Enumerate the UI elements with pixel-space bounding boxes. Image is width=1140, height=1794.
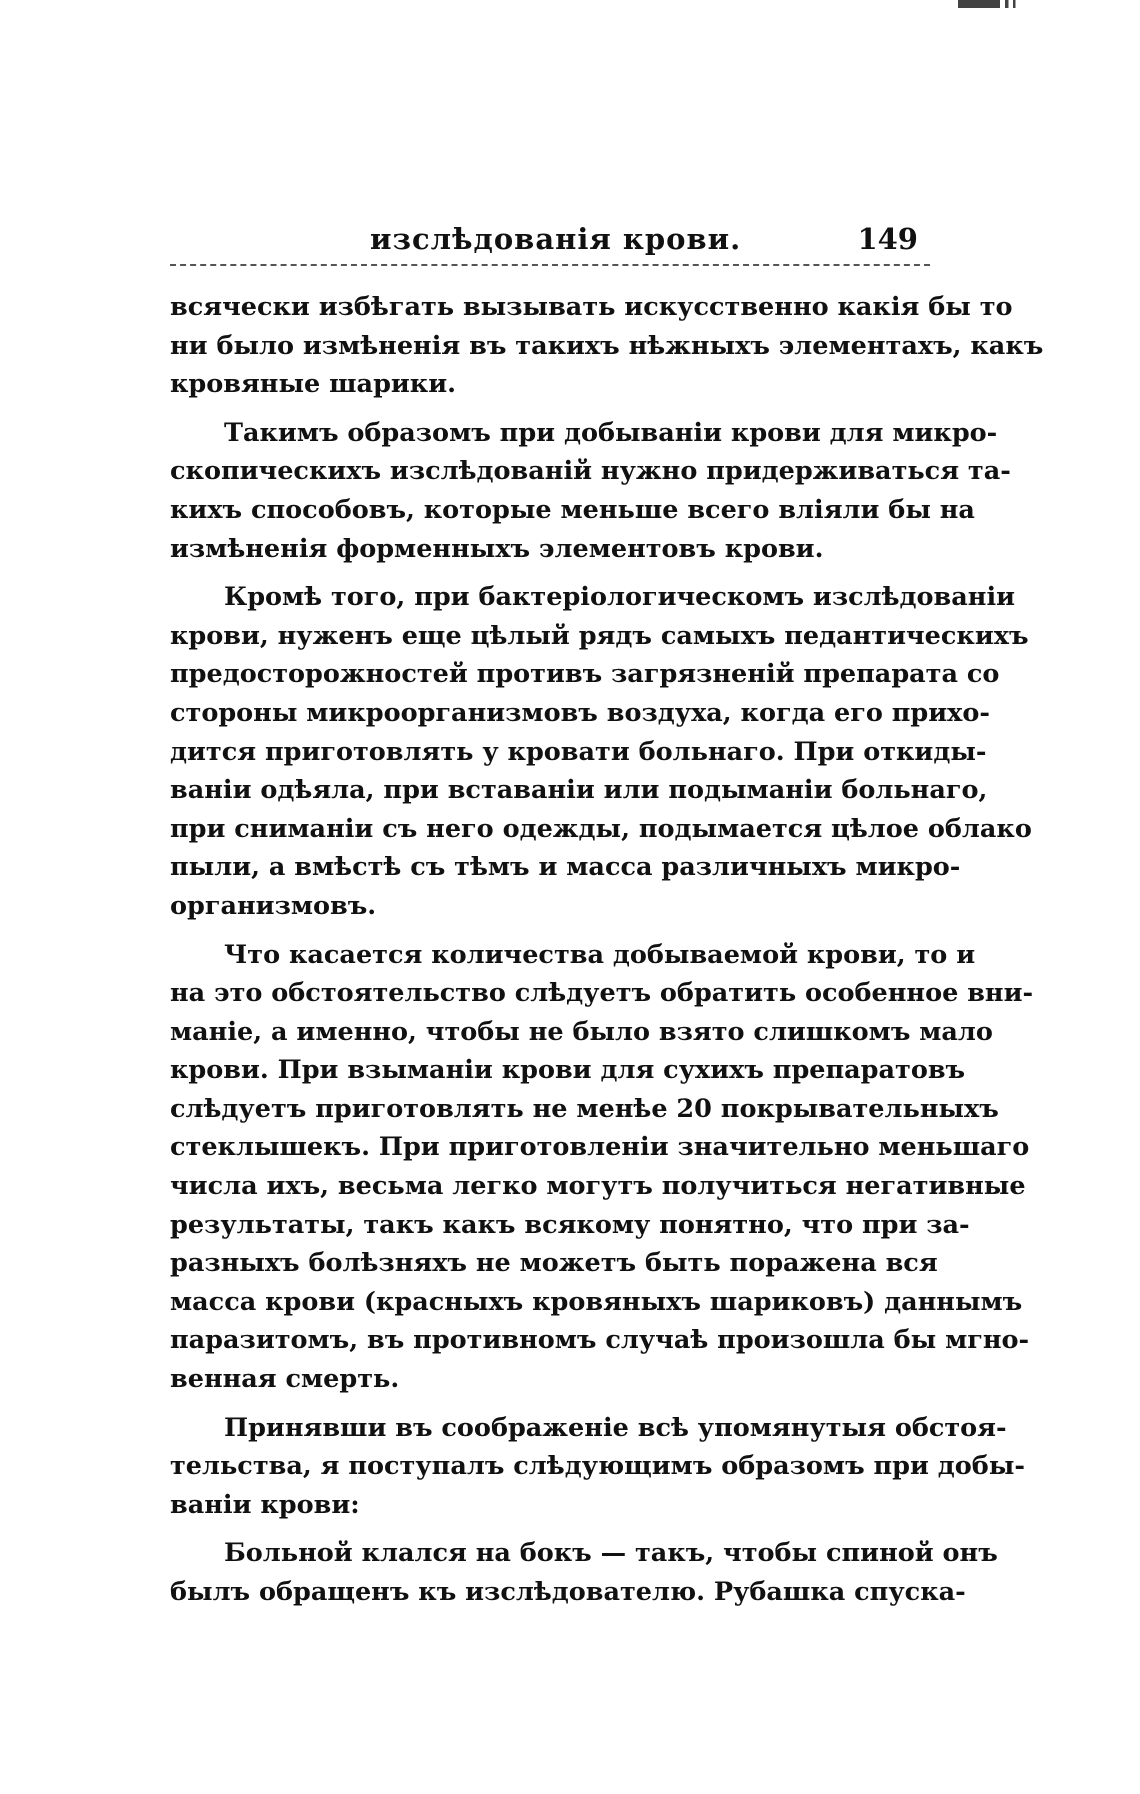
text-line: Кромѣ того, при бактеріологическомъ изслѣдованіи [224, 582, 1016, 613]
text-line: пыли, а вмѣстѣ съ тѣмъ и масса различныхъ микро- [170, 852, 961, 883]
text-line: разныхъ болѣзняхъ не можетъ быть поражена вся [170, 1248, 938, 1279]
paragraph [170, 288, 1044, 404]
text-line: былъ обращенъ къ изслѣдователю. Рубашка спуска- [170, 1577, 966, 1607]
text-line: результаты, такъ какъ всякому понятно, что при за- [170, 1209, 970, 1240]
text-line: на это обстоятельство слѣдуетъ обратить особенное вни- [170, 978, 1034, 1009]
text-line: всячески избѣгать вызывать искусственно какія бы то [170, 292, 1013, 322]
text-line: скопическихъ изслѣдованій нужно придерживаться та- [170, 456, 1011, 487]
paragraph [170, 414, 1011, 568]
text-line: масса крови (красныхъ кровяныхъ шариковъ) даннымъ [170, 1286, 1023, 1317]
text-line: стеклышекъ. При приготовленіи значительно меньшаго [170, 1132, 1030, 1163]
text-line: ваніи крови: [170, 1489, 360, 1520]
paragraph [170, 1409, 1025, 1525]
text-line: крови. При взыманіи крови для сухихъ препаратовъ [170, 1055, 966, 1086]
text-line: измѣненія форменныхъ элементовъ крови. [170, 533, 824, 564]
running-head [170, 222, 930, 264]
text-line: Что касается количества добываемой крови, то и [224, 939, 976, 970]
page-number: 149 [857, 222, 918, 256]
paragraph [170, 578, 1032, 925]
text-line: Больной клался на бокъ — такъ, чтобы спиной онъ [224, 1538, 998, 1569]
running-head-title: изслѣдованія крови. [370, 222, 742, 256]
text-line: организмовъ. [170, 890, 377, 921]
paragraph [170, 936, 1034, 1399]
text-line: кихъ способовъ, которые меньше всего вліяли бы на [170, 494, 975, 525]
text-line: слѣдуетъ приготовлять не менѣе 20 покрывательныхъ [170, 1093, 999, 1124]
text-line: ни было измѣненія въ такихъ нѣжныхъ элементахъ, какъ [170, 330, 1044, 361]
header-rule [170, 264, 930, 266]
text-line: венная смерть. [170, 1364, 400, 1395]
book-page [170, 222, 1044, 1622]
text-line: стороны микроорганизмовъ воздуха, когда его прихо- [170, 697, 990, 728]
paragraph [170, 1534, 998, 1611]
text-line: предосторожностей противъ загрязненій препарата со [170, 659, 1000, 690]
text-line: Принявши въ соображеніе всѣ упомянутыя обстоя- [224, 1412, 1007, 1443]
text-line: при сниманіи съ него одежды, подымается цѣлое облако [170, 813, 1032, 844]
text-line: числа ихъ, весьма легко могутъ получиться негативные [170, 1171, 1026, 1202]
text-line: кровяные шарики. [170, 369, 457, 400]
text-line: ваніи одѣяла, при вставаніи или подыманіи больнаго, [170, 775, 988, 806]
body-text [170, 288, 1044, 1612]
text-line: дится приготовлять у кровати больнаго. При откиды- [170, 736, 987, 767]
text-line: крови, нуженъ еще цѣлый рядъ самыхъ педантическихъ [170, 620, 1029, 651]
text-line: тельства, я поступалъ слѣдующимъ образомъ при добы- [170, 1451, 1025, 1482]
text-line: маніе, а именно, чтобы не было взято слишкомъ мало [170, 1016, 993, 1047]
text-line: паразитомъ, въ противномъ случаѣ произошла бы мгно- [170, 1325, 1030, 1356]
text-line: Такимъ образомъ при добываніи крови для микро- [224, 417, 998, 448]
scan-edge-mark [958, 0, 1018, 8]
